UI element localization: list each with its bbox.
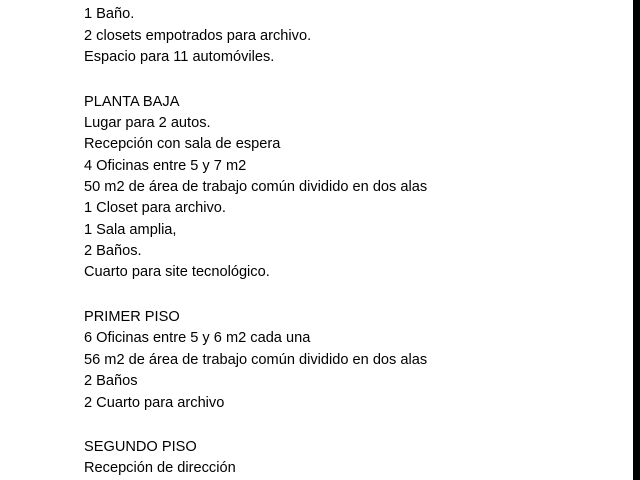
primer-piso-line-4: 2 Cuarto para archivo [84, 395, 225, 411]
planta-baja-line-3: 4 Oficinas entre 5 y 7 m2 [84, 158, 247, 174]
primer-piso-heading: PRIMER PISO [84, 309, 180, 325]
primer-piso-line-3: 2 Baños [84, 373, 138, 389]
top-line-2: 2 closets empotrados para archivo. [84, 28, 312, 44]
page-edge-bar [633, 0, 640, 480]
top-line-1: 1 Baño. [84, 6, 135, 22]
primer-piso-line-2: 56 m2 de área de trabajo común dividido en dos alas [84, 352, 428, 368]
planta-baja-heading: PLANTA BAJA [84, 94, 180, 110]
planta-baja-line-4: 50 m2 de área de trabajo común dividido en dos alas [84, 179, 428, 195]
planta-baja-line-1: Lugar para 2 autos. [84, 115, 211, 131]
planta-baja-line-5: 1 Closet para archivo. [84, 200, 226, 216]
cropped-text-line-fragment [84, 0, 324, 2]
planta-baja-line-8: Cuarto para site tecnológico. [84, 264, 270, 280]
top-line-3: Espacio para 11 automóviles. [84, 49, 275, 65]
segundo-piso-heading: SEGUNDO PISO [84, 439, 197, 455]
planta-baja-line-7: 2 Baños. [84, 243, 142, 259]
segundo-piso-line-1: Recepción de dirección [84, 460, 236, 476]
planta-baja-line-2: Recepción con sala de espera [84, 136, 281, 152]
primer-piso-line-1: 6 Oficinas entre 5 y 6 m2 cada una [84, 330, 311, 346]
planta-baja-line-6: 1 Sala amplia, [84, 222, 177, 238]
